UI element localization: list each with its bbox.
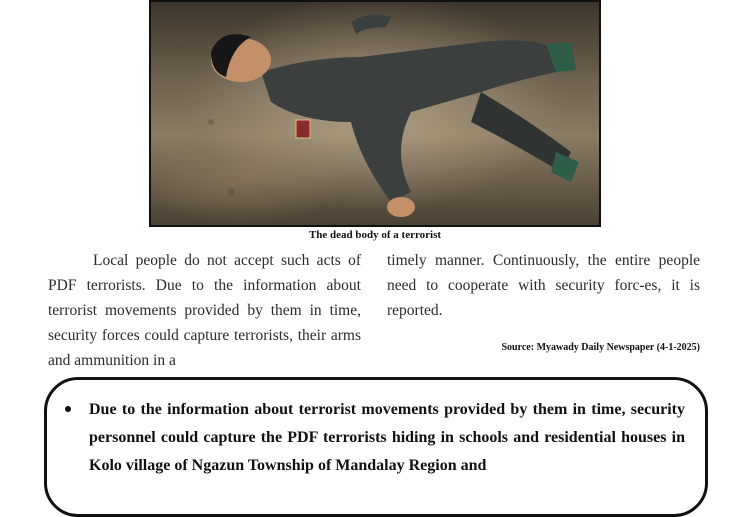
bullet-icon: [65, 406, 71, 412]
photo-illustration: [151, 2, 599, 225]
callout-text: Due to the information about terrorist movements provided by them in time, security personnel could capture the PDF terrorists hiding in schools and residential houses in Kolo village of Ngazun Township of Mandalay Region and: [89, 401, 685, 474]
right-column-text: timely manner. Continuously, the entire people need to cooperate with security forc-es, it is reported.: [387, 252, 700, 319]
article-right-column: [387, 248, 700, 323]
callout-list-item: [63, 396, 685, 480]
article-left-column: [48, 248, 361, 373]
source-credit: Source: Myawady Daily Newspaper (4-1-2025): [501, 342, 700, 353]
news-photo: [149, 0, 601, 227]
callout-list: [63, 396, 685, 480]
left-column-text: Local people do not accept such acts of PDF terrorists. Due to the information about terrorist movements provided by them in time, security forces could capture terrorists, their arms and ammunition in a: [48, 252, 361, 369]
photo-caption: The dead body of a terrorist: [308, 229, 442, 241]
highlight-callout-box: [44, 377, 708, 517]
